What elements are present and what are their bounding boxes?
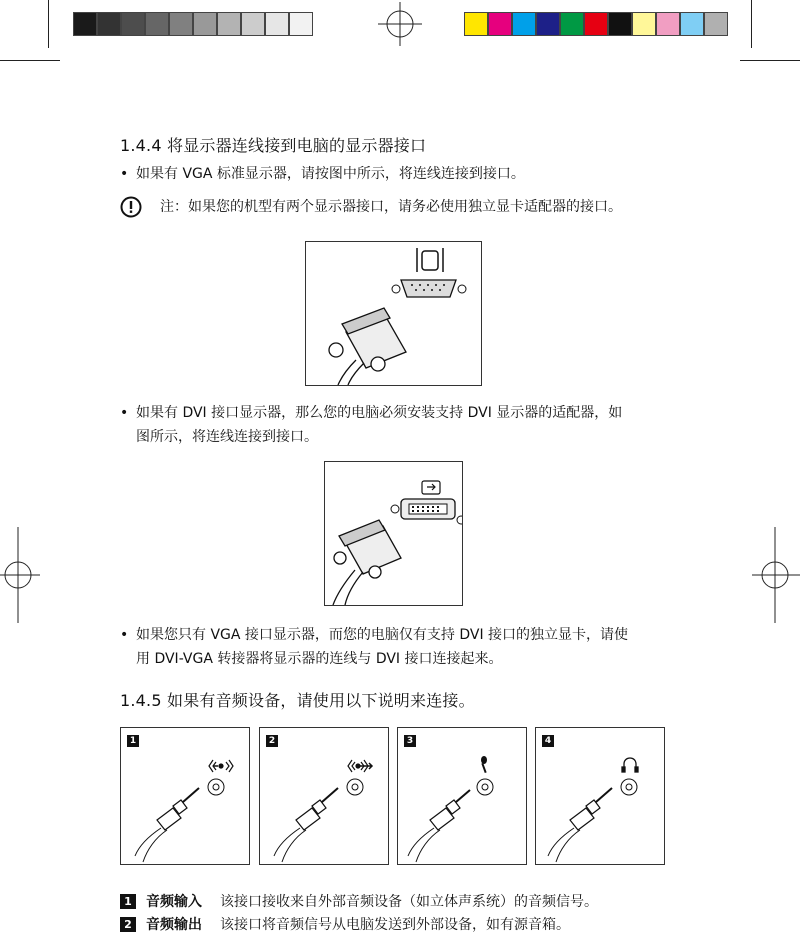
gray-swatch <box>241 12 265 36</box>
color-swatch <box>704 12 728 36</box>
color-swatch <box>608 12 632 36</box>
gray-swatch <box>265 12 289 36</box>
legend-row-1 <box>120 891 598 911</box>
audio-panel-3 <box>397 727 527 865</box>
bullet-dot: • <box>120 405 129 421</box>
panel-number: 2 <box>266 735 278 747</box>
paragraph-dvi-vga-line1: 如果您只有 VGA 接口显示器，而您的电脑仅有支持 DVI 接口的独立显卡，请使 <box>136 627 629 643</box>
gray-swatch <box>97 12 121 36</box>
legend-description: 该接口将音频信号从电脑发送到外部设备，如有源音箱。 <box>220 917 570 933</box>
line-out-drawing <box>260 728 388 864</box>
audio-panel-2 <box>259 727 389 865</box>
color-swatch <box>512 12 536 36</box>
color-swatch <box>656 12 680 36</box>
vga-connection-illustration <box>305 241 482 386</box>
registration-mark-left <box>0 527 40 623</box>
registration-mark-top <box>378 2 422 46</box>
panel-number: 1 <box>127 735 139 747</box>
legend-term: 音频输出 <box>146 917 202 933</box>
alert-circle-icon <box>120 196 142 218</box>
paragraph-vga: 如果有 VGA 标准显示器，请按图中所示，将连线连接到接口。 <box>136 166 525 182</box>
headphone-drawing <box>536 728 664 864</box>
color-swatch <box>584 12 608 36</box>
gray-swatch <box>121 12 145 36</box>
legend-description: 该接口接收来自外部音频设备（如立体声系统）的音频信号。 <box>220 894 598 910</box>
legend-row-2 <box>120 914 570 934</box>
vga-monitor-icon <box>417 248 443 272</box>
color-swatch <box>632 12 656 36</box>
dvi-port-icon <box>422 481 440 494</box>
paragraph-dvi-vga-line2: 用 DVI-VGA 转接器将显示器的连线与 DVI 接口连接起来。 <box>136 651 503 667</box>
gray-swatch <box>73 12 97 36</box>
vga-connector-drawing <box>306 242 481 385</box>
section-heading-1-4-4: 1.4.4 将显示器连线接到电脑的显示器接口 <box>120 136 427 155</box>
paragraph-dvi-line1: 如果有 DVI 接口显示器，那么您的电脑必须安装支持 DVI 显示器的适配器，如 <box>136 405 623 421</box>
color-swatch <box>536 12 560 36</box>
line-out-icon <box>348 760 372 772</box>
panel-number: 4 <box>542 735 554 747</box>
microphone-drawing <box>398 728 526 864</box>
note-text: 注：如果您的机型有两个显示器接口，请务必使用独立显卡适配器的接口。 <box>160 199 622 215</box>
dvi-connection-illustration <box>324 461 463 606</box>
color-swatch <box>560 12 584 36</box>
audio-panel-1 <box>120 727 250 865</box>
color-swatch <box>488 12 512 36</box>
color-swatch <box>464 12 488 36</box>
bullet-dot: • <box>120 166 129 182</box>
gray-swatch <box>217 12 241 36</box>
microphone-icon <box>481 756 487 773</box>
legend-number: 2 <box>120 917 136 932</box>
section-heading-1-4-5: 1.4.5 如果有音频设备，请使用以下说明来连接。 <box>120 691 475 710</box>
line-in-drawing <box>121 728 249 864</box>
gray-swatch <box>193 12 217 36</box>
panel-number: 3 <box>404 735 416 747</box>
color-swatch <box>680 12 704 36</box>
dvi-connector-drawing <box>325 462 462 605</box>
gray-swatch <box>169 12 193 36</box>
legend-number: 1 <box>120 894 136 909</box>
line-in-icon <box>209 760 233 772</box>
bullet-dot: • <box>120 627 129 643</box>
gray-swatch <box>289 12 313 36</box>
legend-term: 音频输入 <box>146 894 202 910</box>
paragraph-dvi-line2: 图所示，将连线连接到接口。 <box>136 429 318 445</box>
audio-panel-4 <box>535 727 665 865</box>
headphone-icon <box>622 758 638 772</box>
gray-swatch <box>145 12 169 36</box>
registration-mark-right <box>752 527 800 623</box>
